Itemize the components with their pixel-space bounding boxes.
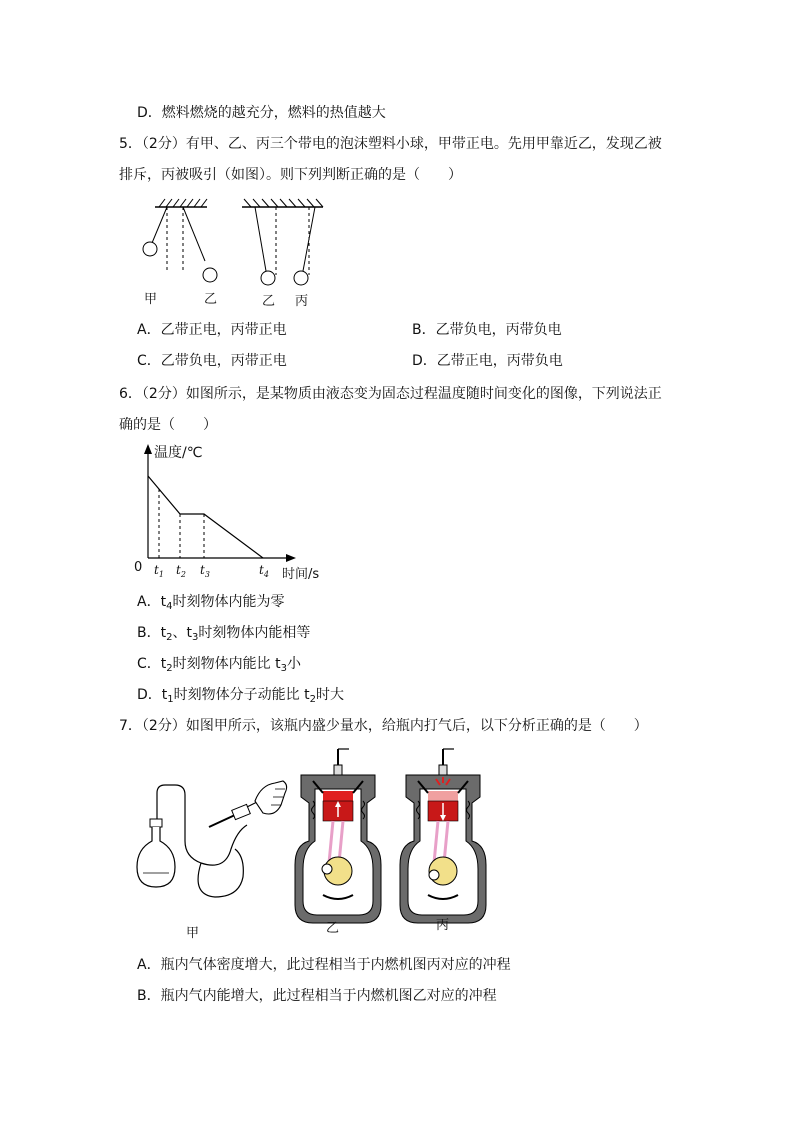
q6-option-c: C．$t_2$时刻物体内能比 $t_3$小 <box>137 656 301 674</box>
figure-label-bing: 丙 <box>436 918 450 933</box>
tick-t1: $t_1$ <box>154 563 164 579</box>
q7-figure-engine-yi <box>293 745 383 935</box>
label-jia: 甲 <box>144 292 158 307</box>
q5-option-a: A．乙带正电，丙带正电 <box>137 322 287 338</box>
q6-stem-line-2: 确的是（ ） <box>119 417 217 433</box>
y-axis-label: 温度/℃ <box>154 445 203 461</box>
q6-temperature-graph <box>130 440 330 590</box>
q7-stem: 7．（2分）如图甲所示，该瓶内盛少量水，给瓶内打气后，以下分析正确的是（ ） <box>119 718 648 734</box>
q6-option-a: A．$t_4$时刻物体内能为零 <box>137 594 285 612</box>
label-yi-left: 乙 <box>204 292 218 307</box>
q4-option-d: D．燃料燃烧的越充分，燃料的热值越大 <box>137 105 386 121</box>
ball-yi-left <box>203 268 217 282</box>
q6-stem-line-1: 6．（2分）如图所示，是某物质由液态变为固态过程温度随时间变化的图像，下列说法正 <box>119 386 662 402</box>
label-yi-right: 乙 <box>262 294 276 309</box>
q5-stem-line-1: 5．（2分）有甲、乙、丙三个带电的泡沫塑料小球，甲带正电。先用甲靠近乙，发现乙被 <box>119 136 662 152</box>
figure-label-yi: 乙 <box>326 921 340 936</box>
tick-t2: $t_2$ <box>176 563 186 579</box>
q7-option-a: A．瓶内气体密度增大，此过程相当于内燃机图丙对应的冲程 <box>137 957 511 973</box>
tick-t3: $t_3$ <box>200 563 210 579</box>
q6-option-b: B．$t_2$、$t_3$时刻物体内能相等 <box>137 625 311 643</box>
q5-option-b: B．乙带负电，丙带负电 <box>412 322 562 338</box>
ball-bing <box>294 271 308 285</box>
q7-figure-engine-bing <box>398 745 488 935</box>
q7-option-b: B．瓶内气内能增大，此过程相当于内燃机图乙对应的冲程 <box>137 988 497 1004</box>
label-bing: 丙 <box>295 294 309 309</box>
q6-option-d: D．$t_1$时刻物体分子动能比 $t_2$时大 <box>137 687 344 705</box>
ball-jia-left <box>143 242 157 256</box>
origin-label: 0 <box>134 560 143 575</box>
q5-option-c: C．乙带负电，丙带正电 <box>137 353 287 369</box>
ball-yi-right <box>261 271 275 285</box>
figure-label-jia: 甲 <box>186 926 200 941</box>
q5-figure-pendulums <box>135 195 335 315</box>
q5-option-d: D．乙带正电，丙带负电 <box>412 353 563 369</box>
q5-stem-line-2: 排斥，丙被吸引（如图）。则下列判断正确的是（ ） <box>119 167 462 183</box>
tick-t4: $t_4$ <box>259 563 269 579</box>
x-axis-label: 时间/s <box>282 567 320 582</box>
q7-figure-flask-pump <box>135 745 285 945</box>
